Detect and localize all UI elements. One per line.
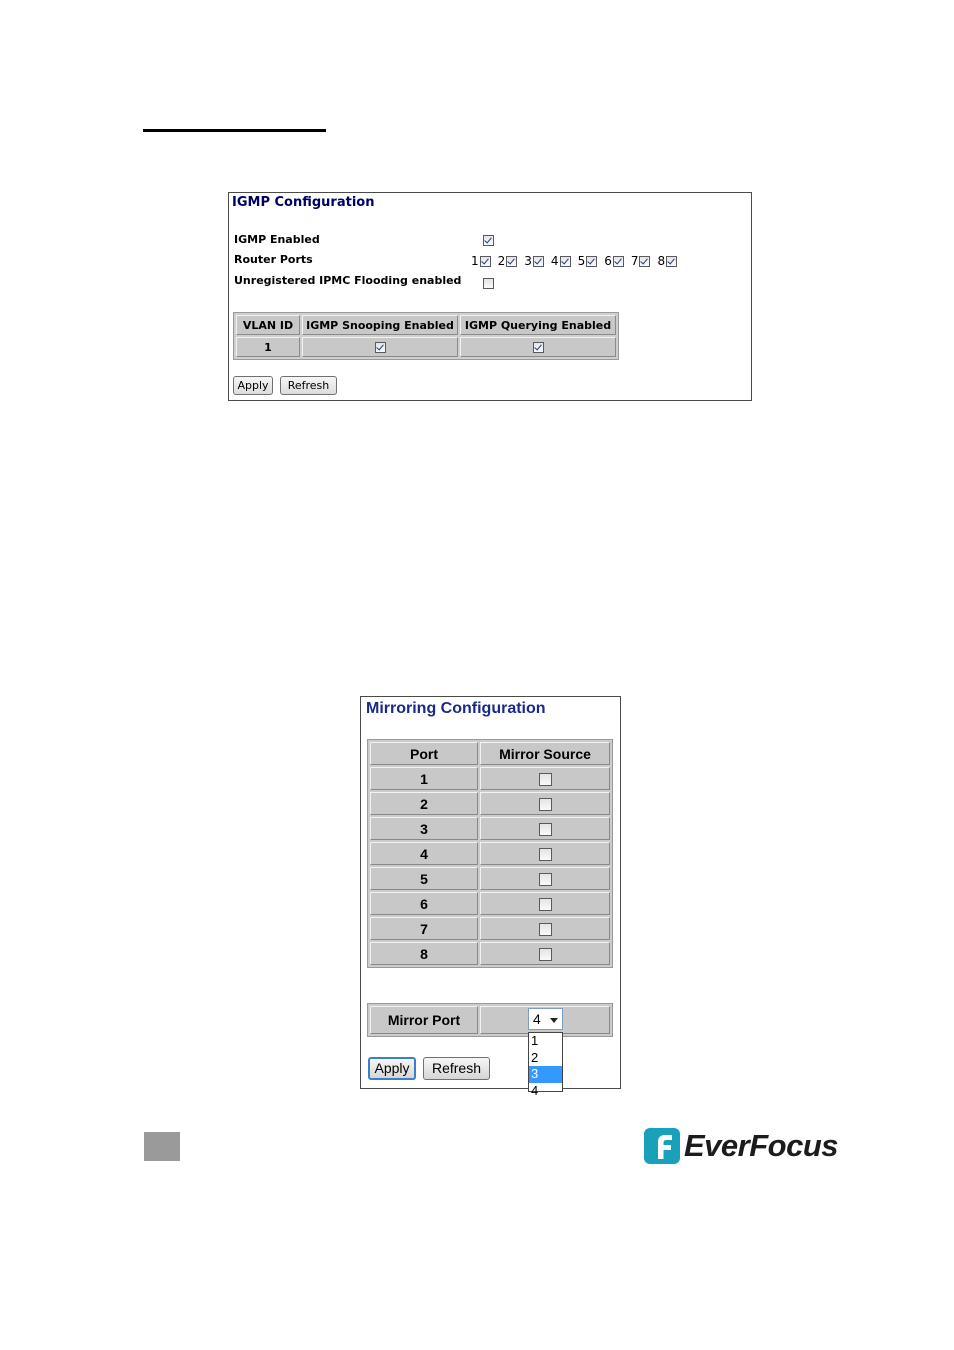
- router-port-3: 3: [524, 254, 544, 268]
- port-cell: 6: [370, 892, 478, 915]
- flooding-label: Unregistered IPMC Flooding enabled: [234, 274, 462, 287]
- router-port-1: 1: [471, 254, 491, 268]
- mirror-port-label: Mirror Port: [370, 1006, 478, 1034]
- router-port-checkbox[interactable]: [560, 256, 571, 267]
- vlan-id-cell: 1: [236, 337, 300, 357]
- mirror-source-table: [367, 739, 613, 968]
- dropdown-option[interactable]: 4: [531, 1082, 539, 1098]
- page-number-box: [144, 1132, 180, 1161]
- router-port-checkbox[interactable]: [613, 256, 624, 267]
- table-row: [370, 767, 610, 790]
- router-port-checkbox[interactable]: [639, 256, 650, 267]
- router-port-checkbox[interactable]: [666, 256, 677, 267]
- port-cell: 5: [370, 867, 478, 890]
- igmp-configuration-panel: [228, 192, 752, 401]
- dropdown-option-highlighted[interactable]: 3: [529, 1066, 562, 1083]
- port-cell: 1: [370, 767, 478, 790]
- mirror-refresh-button[interactable]: Refresh: [423, 1057, 490, 1080]
- snooping-cell: [302, 337, 458, 357]
- router-port-2: 2: [498, 254, 518, 268]
- dropdown-option[interactable]: 1: [531, 1033, 539, 1048]
- port-cell: 4: [370, 842, 478, 865]
- mirror-source-checkbox[interactable]: [539, 873, 552, 886]
- dropdown-option[interactable]: 2: [531, 1049, 539, 1065]
- querying-cell: [460, 337, 616, 357]
- table-row: [370, 867, 610, 890]
- router-port-6: 6: [604, 254, 624, 268]
- port-cell: 8: [370, 942, 478, 965]
- router-ports-label: Router Ports: [234, 253, 313, 266]
- router-port-8: 8: [657, 254, 677, 268]
- igmp-apply-button[interactable]: Apply: [233, 376, 273, 395]
- table-row: [370, 842, 610, 865]
- column-header: IGMP Querying Enabled: [460, 315, 616, 335]
- mirror-source-checkbox[interactable]: [539, 923, 552, 936]
- table-row: [370, 792, 610, 815]
- mirror-source-checkbox[interactable]: [539, 898, 552, 911]
- igmp-enabled-checkbox[interactable]: [483, 235, 494, 246]
- router-port-checkbox[interactable]: [480, 256, 491, 267]
- mirror-port-dropdown-list: [528, 1032, 563, 1098]
- igmp-title: IGMP Configuration: [232, 195, 375, 210]
- vlan-table: [233, 312, 619, 360]
- section-heading-underline: [143, 129, 326, 132]
- mirror-source-checkbox[interactable]: [539, 798, 552, 811]
- everfocus-logo: [644, 1128, 838, 1164]
- router-port-4: 4: [551, 254, 571, 268]
- igmp-refresh-button[interactable]: Refresh: [280, 376, 337, 395]
- mirror-source-checkbox[interactable]: [539, 773, 552, 786]
- router-port-checkbox[interactable]: [533, 256, 544, 267]
- table-row: [370, 892, 610, 915]
- querying-checkbox[interactable]: [533, 342, 544, 353]
- column-header: VLAN ID: [236, 315, 300, 335]
- mirror-source-checkbox[interactable]: [539, 823, 552, 836]
- mirroring-configuration-panel: [360, 696, 621, 1098]
- everfocus-logo-icon: [644, 1128, 680, 1164]
- mirror-port-select[interactable]: [528, 1008, 563, 1030]
- column-header: IGMP Snooping Enabled: [302, 315, 458, 335]
- mirror-source-checkbox[interactable]: [539, 848, 552, 861]
- port-cell: 7: [370, 917, 478, 940]
- router-port-7: 7: [631, 254, 651, 268]
- vlan-table-header: [236, 315, 616, 335]
- mirror-port-value: 4: [533, 1011, 541, 1027]
- table-row: [370, 817, 610, 840]
- port-cell: 2: [370, 792, 478, 815]
- router-port-5: 5: [578, 254, 598, 268]
- mirror-port-table: [367, 1003, 613, 1037]
- table-row: [370, 942, 610, 965]
- router-port-checkbox[interactable]: [506, 256, 517, 267]
- logo-wordmark: EverFocus: [684, 1128, 839, 1163]
- column-header: Port: [370, 742, 478, 765]
- router-port-checkbox[interactable]: [586, 256, 597, 267]
- mirroring-title: Mirroring Configuration: [366, 700, 546, 717]
- chevron-down-icon: [550, 1018, 558, 1023]
- port-cell: 3: [370, 817, 478, 840]
- igmp-enabled-label: IGMP Enabled: [234, 233, 320, 246]
- table-row: [236, 337, 616, 357]
- router-ports-list: [471, 254, 684, 268]
- column-header: Mirror Source: [480, 742, 610, 765]
- flooding-checkbox[interactable]: [483, 278, 494, 289]
- mirror-source-checkbox[interactable]: [539, 948, 552, 961]
- snooping-checkbox[interactable]: [375, 342, 386, 353]
- mirror-apply-button[interactable]: Apply: [368, 1057, 416, 1080]
- mirror-table-header: [370, 742, 610, 765]
- table-row: [370, 917, 610, 940]
